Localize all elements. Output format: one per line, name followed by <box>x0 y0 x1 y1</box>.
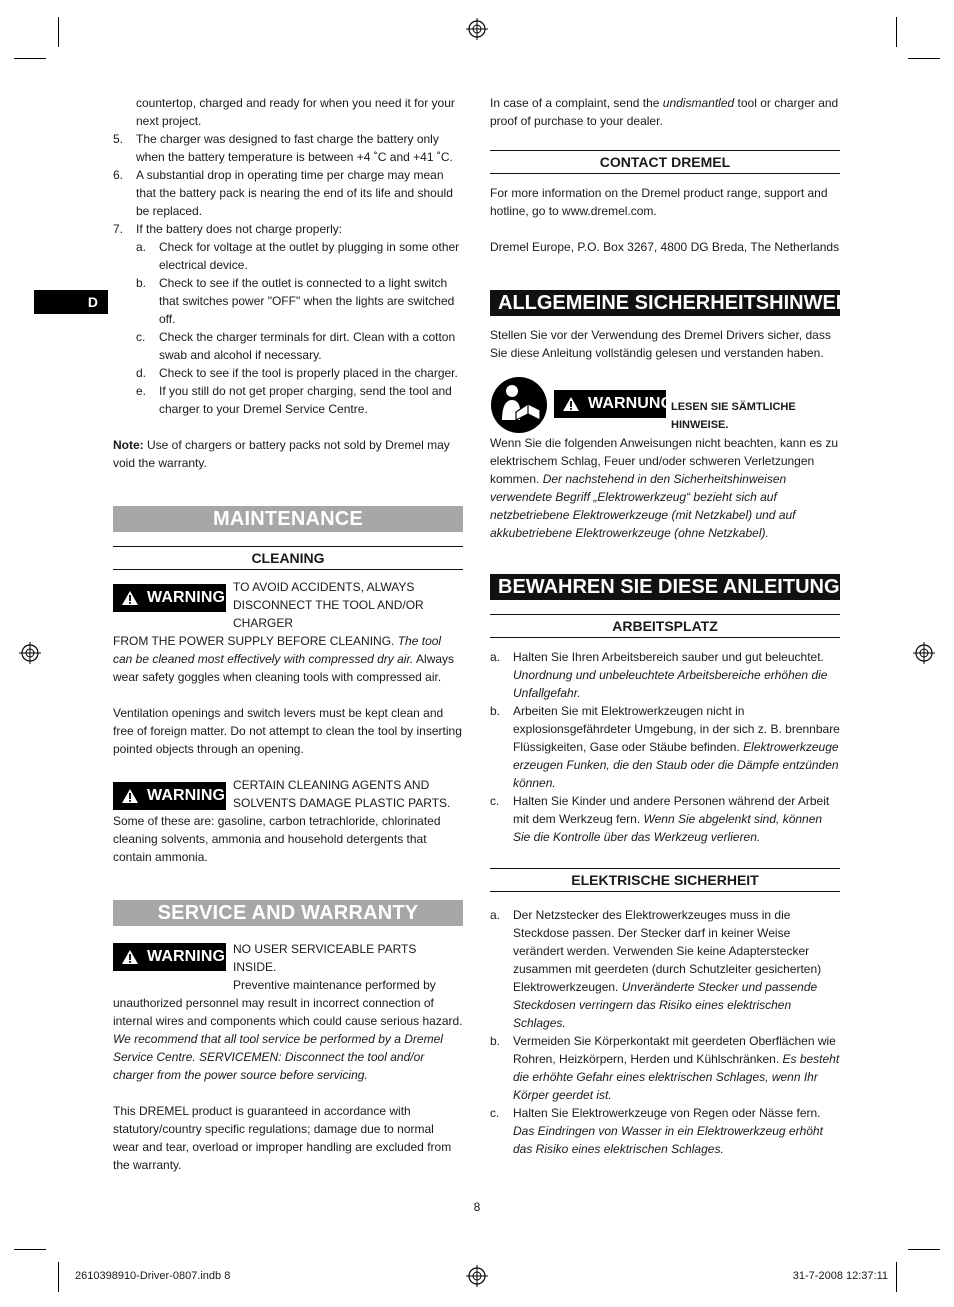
paragraph: countertop, charged and ready for when you need it for your next project. <box>136 96 455 128</box>
warning-block: WARNING NO USER SERVICEABLE PARTS INSIDE. Preventive maintenance performed by unauthorized personnel may result in incorrect connection of internal wires and components which could cause serious hazard. We recommend that all tool service be performed by a Dremel Service Centre. SERVICEMEN: Disconnect the tool and/or charger from the power source before servicing. <box>113 942 463 1082</box>
list-item: c. Check the charger terminals for dirt. Clean with a cotton swab and alcohol if necessary. <box>136 330 456 362</box>
list-item: c. Halten Sie Elektrowerkzeuge von Regen oder Nässe fern. Das Eindringen von Wasser in ein Elektrowerkzeug erhöht das Risiko eines elektrischen Schlages. <box>490 1106 823 1156</box>
paragraph: Wenn Sie die folgenden Anweisungen nicht beachten, kann es zu elektrischem Schlag, Feuer und/oder schweren Verletzungen kommen. Der nachstehend in den Sicherheitshinweisen verwendete Begriff „Elektrowerkzeug“ bezieht sich auf netzbetriebene Elektrowerkzeuge (mit Netzkabel) und auf akkubetriebene Elektrowerkzeuge (ohne Netzkabel). <box>490 436 839 540</box>
list-item: a. Check for voltage at the outlet by plugging in some other electrical device. <box>136 240 460 272</box>
warning-triangle-icon <box>121 590 139 606</box>
warning-block: WARNING CERTAIN CLEANING AGENTS AND SOLVENTS DAMAGE PLASTIC PARTS. Some of these are: gasoline, carbon tetrachloride, chlorinated cleaning solvents, ammonia and household detergents that contain ammonia. <box>113 778 451 864</box>
list-item: c. Halten Sie Kinder und andere Personen während der Arbeit mit dem Werkzeug fern. Wenn Sie abgelenkt sind, können Sie die Kontrolle über das Werkzeug verlieren. <box>490 794 830 844</box>
list-item: a. Der Netzstecker des Elektrowerkzeuges muss in die Steckdose passen. Der Stecker darf in keiner Weise verändert werden. Verwenden Sie keine Adapterstecker zusammen mit geerdeten (durch Schutzleiter gesicherten) Elektrowerkzeugen. Unveränderte Stecker und passende Steckdosen verringern das Risiko eines elektrischen Schlages. <box>490 908 822 1030</box>
right-column <box>490 94 886 1158</box>
warnung-block: WARNUNG LESEN SIE SÄMTLICHE HINWEISE. <box>490 376 840 434</box>
crop-mark <box>896 17 897 47</box>
maintenance-heading: MAINTENANCE <box>113 506 463 532</box>
warning-badge: WARNING <box>113 584 226 612</box>
crop-mark <box>58 17 59 47</box>
crop-mark <box>908 58 940 59</box>
registration-mark-icon <box>466 18 488 40</box>
list-item: b. Check to see if the outlet is connected to a light switch that switches power "OFF" when the lights are switched off. <box>136 276 455 326</box>
crop-mark <box>896 1262 897 1292</box>
list-item: 7. If the battery does not charge properly: <box>113 222 343 236</box>
paragraph: Stellen Sie vor der Verwendung des Dremel Drivers sicher, dass Sie diese Anleitung vollständig gelesen und verstanden haben. <box>490 328 831 360</box>
warning-badge: WARNING <box>113 782 226 810</box>
list-item: a. Halten Sie Ihren Arbeitsbereich sauber und gut beleuchtet. Unordnung und unbeleuchtete Arbeitsbereiche erhöhen die Unfallgefahr. <box>490 650 828 700</box>
read-manual-icon <box>490 376 548 434</box>
paragraph: This DREMEL product is guaranteed in accordance with statutory/country specific regulations; damage due to normal wear and tear, overload or improper handling are excluded from the warranty. <box>113 1104 452 1172</box>
list-item: b. Arbeiten Sie mit Elektrowerkzeugen nicht in explosionsgefährdeter Umgebung, in der sich z. B. brennbare Flüssigkeiten, Gase oder Stäube befinden. Elektrowerkzeuge erzeugen Funken, die den Staub oder die Dämpfe entzünden können. <box>490 704 840 790</box>
paragraph: For more information on the Dremel product range, support and hotline, go to www.dremel.com. <box>490 186 828 218</box>
allgemeine-heading: ALLGEMEINE SICHERHEITSHINWEISE <box>490 290 840 316</box>
cleaning-heading: CLEANING <box>113 546 463 570</box>
list-item: 6. A substantial drop in operating time per charge may mean that the battery pack is nearing the end of its life and should be replaced. <box>113 168 453 218</box>
crop-mark <box>14 58 46 59</box>
elektrische-heading: ELEKTRISCHE SICHERHEIT <box>490 868 840 892</box>
list-item: e. If you still do not get proper charging, send the tool and charger to your Dremel Service Centre. <box>136 384 452 416</box>
warning-badge: WARNING <box>113 943 226 971</box>
footer-file-name: 2610398910-Driver-0807.indb 8 <box>75 1270 231 1282</box>
registration-mark-icon <box>19 642 41 664</box>
address: Dremel Europe, P.O. Box 3267, 4800 DG Breda, The Netherlands <box>490 240 840 254</box>
footer-timestamp: 31-7-2008 12:37:11 <box>792 1270 888 1282</box>
paragraph: Ventilation openings and switch levers must be kept clean and free of foreign matter. Do not attempt to clean the tool by inserting pointed objects through an opening. <box>113 706 462 756</box>
list-item: d. Check to see if the tool is properly placed in the charger. <box>136 366 458 380</box>
arbeitsplatz-heading: ARBEITSPLATZ <box>490 614 840 638</box>
contact-heading: CONTACT DREMEL <box>490 150 840 174</box>
bewahren-heading: BEWAHREN SIE DIESE ANLEITUNG AUF <box>490 574 840 600</box>
paragraph: In case of a complaint, send the undismantled tool or charger and proof of purchase to your dealer. <box>490 96 839 128</box>
note: Note: Use of chargers or battery packs not sold by Dremel may void the warranty. <box>113 438 450 470</box>
left-column <box>113 94 463 1174</box>
warnung-badge: WARNUNG <box>554 390 666 418</box>
crop-mark <box>58 1262 59 1292</box>
page-number: 8 <box>473 1200 481 1214</box>
list-item: 5. The charger was designed to fast charge the battery only when the battery temperature is between +4 ˚C and +41 ˚C. <box>113 132 453 164</box>
crop-mark <box>14 1249 46 1250</box>
registration-mark-icon <box>913 642 935 664</box>
warning-block: WARNING TO AVOID ACCIDENTS, ALWAYS DISCONNECT THE TOOL AND/OR CHARGER FROM THE POWER SUPPLY BEFORE CLEANING. The tool can be cleaned most effectively with compressed dry air. Always wear safety goggles when cleaning tools with compressed air. <box>113 580 455 684</box>
registration-mark-icon <box>466 1265 488 1287</box>
warning-triangle-icon <box>121 949 139 965</box>
service-heading: SERVICE AND WARRANTY <box>113 900 463 926</box>
language-tab: D <box>34 290 108 314</box>
warning-triangle-icon <box>562 396 580 412</box>
crop-mark <box>908 1249 940 1250</box>
list-item: b. Vermeiden Sie Körperkontakt mit geerdeten Oberflächen wie Rohren, Heizkörpern, Herden und Kühlschränken. Es besteht die erhöhte Gefahr eines elektrischen Schlages, wenn Ihr Körper geerdet ist. <box>490 1034 840 1102</box>
warning-triangle-icon <box>121 788 139 804</box>
